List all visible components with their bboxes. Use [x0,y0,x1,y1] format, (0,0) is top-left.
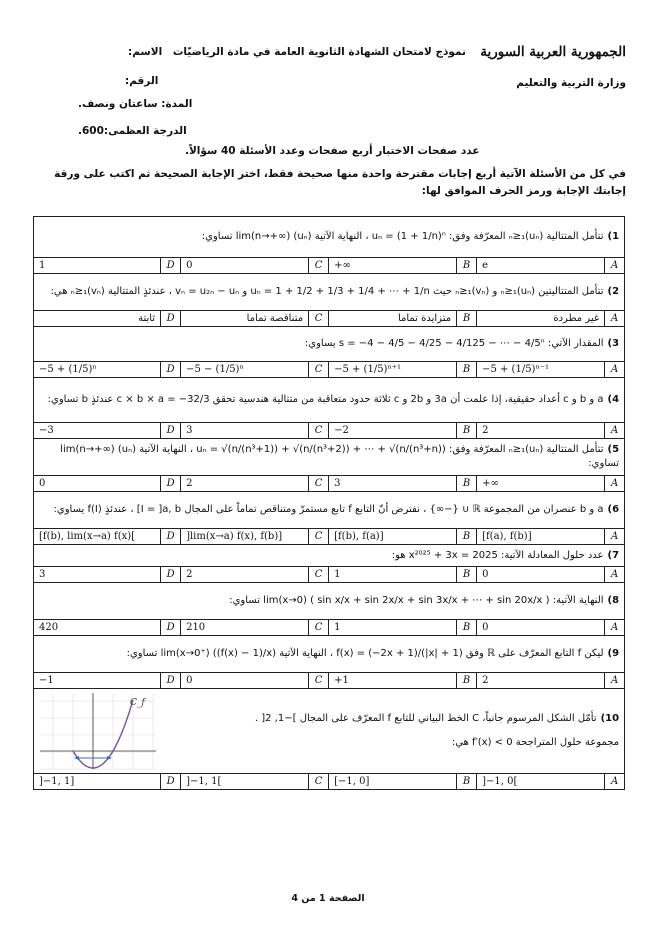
option-letter-b: B [457,362,477,378]
question-row [34,274,625,311]
option-value-b: +1 [329,673,457,689]
option-letter-d: D [161,774,181,790]
option-value-b: [−1, 0] [329,774,457,790]
option-value-a: 0 [477,620,605,636]
function-graph [38,691,158,771]
option-value-c: 2 [181,567,309,583]
option-letter-a: A [605,620,625,636]
option-letter-c: C [309,774,329,790]
option-value-a: 0 [477,567,605,583]
question-number: 10) [600,713,620,724]
option-value-d: −5 + (1/5)ⁿ [34,362,161,378]
question-number: 9) [607,648,620,659]
instructions: في كل من الأسئلة الآتية أربع إجابات مقترحة واحدة منها صحيحة فقط، اختر الإجابة الصحيحة ثم اكتب على ورقة إجابتك الإجابة ورمز الحرف الموافق لها: [54,168,626,197]
question-text-cell [34,274,625,311]
option-letter-b: B [457,258,477,274]
option-letter-c: C [309,362,329,378]
question-text: تأمّل الشكل المرسوم جانباً، C الخط البياني للتابع f المعرّف على المجال ]−1, 2[ . [254,713,597,724]
question-text-cell [34,327,625,362]
option-value-b: 1 [329,567,457,583]
option-value-c: 0 [181,673,309,689]
option-value-a: 2 [477,673,605,689]
option-value-c: متناقصة تماما [181,311,309,327]
option-letter-a: A [605,774,625,790]
option-letter-a: A [605,258,625,274]
option-value-a: +∞ [477,476,605,492]
option-value-c: 0 [181,258,309,274]
questions-body [34,217,625,790]
option-letter-b: B [457,529,477,545]
option-value-d: ثابتة [34,311,161,327]
option-letter-c: C [309,529,329,545]
option-value-d: 1 [34,258,161,274]
option-value-c: 210 [181,620,309,636]
option-letter-a: A [605,673,625,689]
option-value-a: 2 [477,423,605,439]
option-value-b: 3 [329,476,457,492]
max-grade: الدرجة العظمى:600. [78,125,187,137]
option-letter-c: C [309,567,329,583]
answer-row [34,362,625,378]
answer-row [34,673,625,689]
answer-row [34,529,625,545]
option-letter-c: C [309,620,329,636]
option-letter-b: B [457,311,477,327]
option-value-d: −3 [34,423,161,439]
option-letter-a: A [605,362,625,378]
question-number: 3) [607,338,620,349]
option-letter-b: B [457,673,477,689]
option-letter-c: C [309,673,329,689]
answer-row [34,311,625,327]
option-letter-b: B [457,567,477,583]
question-number: 2) [607,286,620,297]
option-letter-a: A [605,423,625,439]
option-value-c: 2 [181,476,309,492]
question-number: 1) [607,231,620,242]
option-letter-c: C [309,258,329,274]
option-letter-b: B [457,774,477,790]
option-value-a: [f(a), f(b)] [477,529,605,545]
option-value-b: 1 [329,620,457,636]
republic-title: الجمهورية العربية السورية [480,44,626,60]
question-row [34,327,625,362]
answer-row [34,567,625,583]
questions-table [33,216,625,790]
question-number: 5) [607,444,620,455]
answer-row [34,423,625,439]
question-text-cell [34,439,625,476]
answer-row [34,774,625,790]
question-number: 8) [607,595,620,606]
question-text: ليكن f التابع المعرّف على ℝ وفق f(x) = (−2x + 1)/(|x| + 1) ، النهاية الآتية lim(x→0⁺) ((f(x) − 1)/x) تساوي: [126,648,604,659]
question-text-cell [34,636,625,673]
question-text-cell [34,583,625,620]
option-value-b: −2 [329,423,457,439]
option-letter-b: B [457,476,477,492]
option-letter-a: A [605,311,625,327]
option-value-c: ]lim(x→a) f(x), f(b)] [181,529,309,545]
question-text: تتأمل المتتالية (uₙ)ₙ≥₁ المعرّفة وفق: uₙ = √(n/(n³+1)) + √(n/(n³+2)) + ⋯ + √(n/(n³+n)) ، النهاية الآتية lim(n→+∞) (uₙ) تساوي: [60,444,620,469]
option-value-c: 3 [181,423,309,439]
option-letter-a: A [605,476,625,492]
question-row [34,439,625,476]
option-value-d: ]−1, 1] [34,774,161,790]
option-letter-d: D [161,476,181,492]
option-value-d: 0 [34,476,161,492]
option-value-d: 420 [34,620,161,636]
option-letter-c: C [309,311,329,327]
option-value-a: e [477,258,605,274]
question-text: عدد حلول المعادلة الآتية: x²⁰²⁵ + 3x = 2025 هو: [391,549,604,561]
question-text-cell [34,545,625,567]
question-text: النهاية الآتية: lim(x→0) ( sin x/x + sin 2x/x + sin 3x/x + ⋯ + sin 20x/x ) تساوي: [229,595,604,606]
option-letter-c: C [309,476,329,492]
answer-row [34,258,625,274]
question-text: المقدار الآتي: s = −4 − 4/5 − 4/25 − 4/125 − ⋯ − 4/5ⁿ يساوي: [304,338,604,349]
question-text: تتأمل المتتاليتين (uₙ)ₙ≥₁ و (vₙ)ₙ≥₁ حيث uₙ = 1 + 1/2 + 1/3 + 1/4 + ⋯ + 1/n و vₙ = u₂ₙ − uₙ ، عندئذٍ المتتالية (vₙ)ₙ≥₁ هي: [50,286,604,297]
question-row [34,689,625,774]
name-label: الاسم: [128,46,163,58]
option-letter-c: C [309,423,329,439]
question-number: 6) [607,504,620,515]
option-letter-b: B [457,423,477,439]
question-text-cell [34,378,625,423]
option-letter-d: D [161,258,181,274]
question-row [34,217,625,258]
curve-label: C_f [130,698,145,708]
page-number: الصفحة 1 من 4 [291,893,365,904]
option-letter-a: A [605,567,625,583]
question-text: a و b عنصران من المجموعة ℝ ∪ {−∞} ، نفترض أنّ التابع f تابع مستمرّ ومتناقص تماماً على المجال I = ]a, b] ، عندئذٍ f(I) يساوي: [53,504,604,515]
option-letter-d: D [161,423,181,439]
option-value-d: 3 [34,567,161,583]
question-number: 7) [607,549,620,561]
question-row [34,636,625,673]
option-value-a: غير مطردة [477,311,605,327]
option-letter-b: B [457,620,477,636]
option-value-a: ]−1, 0[ [477,774,605,790]
question-text: a و b و c أعداد حقيقية، إذا علمت أن 3a و 2b و c ثلاثة حدود متعاقبة من متتالية هندسية تحقق c × b × a = −32/3 عندئذٍ b تساوي: [47,394,604,405]
question-text: تتأمل المتتالية (uₙ)ₙ≥₁ المعرّفة وفق: uₙ = (1 + 1/n)ⁿ ، النهاية الآتية lim(n→+∞) (uₙ) تساوي: [201,231,604,242]
option-value-d: [f(b), lim(x→a) f(x)[ [34,529,161,545]
question-row [34,492,625,529]
question-text-cell [34,689,625,774]
duration: المدة: ساعتان ونصف. [78,98,193,110]
option-letter-d: D [161,362,181,378]
option-letter-a: A [605,529,625,545]
option-letter-d: D [161,620,181,636]
answer-row [34,476,625,492]
ministry-title: وزارة التربية والتعليم [516,77,626,89]
pages-note: عدد صفحات الاختبار أربع صفحات وعدد الأسئلة 40 سؤالاً. [185,145,480,157]
option-letter-d: D [161,673,181,689]
option-value-b: [f(b), f(a)] [329,529,457,545]
option-value-b: +∞ [329,258,457,274]
question-text-cell [34,492,625,529]
question-text-cell [34,217,625,258]
question-text-line2: مجموعة حلول المتراجحة f′(x) < 0 هي: [451,737,620,748]
option-letter-d: D [161,311,181,327]
question-row [34,378,625,423]
number-label: الرقم: [125,75,159,87]
option-letter-d: D [161,529,181,545]
answer-row [34,620,625,636]
exam-title: نموذج لامتحان الشهادة الثانوية العامة في مادة الرياضيّات [172,46,466,58]
option-letter-d: D [161,567,181,583]
option-value-c: ]−1, 1[ [181,774,309,790]
question-row [34,545,625,567]
option-value-b: متزايدة تماما [329,311,457,327]
question-row [34,583,625,620]
question-number: 4) [607,394,620,405]
option-value-b: −5 + (1/5)ⁿ⁺¹ [329,362,457,378]
option-value-d: −1 [34,673,161,689]
option-value-a: −5 + (1/5)ⁿ⁻¹ [477,362,605,378]
option-value-c: −5 − (1/5)ⁿ [181,362,309,378]
